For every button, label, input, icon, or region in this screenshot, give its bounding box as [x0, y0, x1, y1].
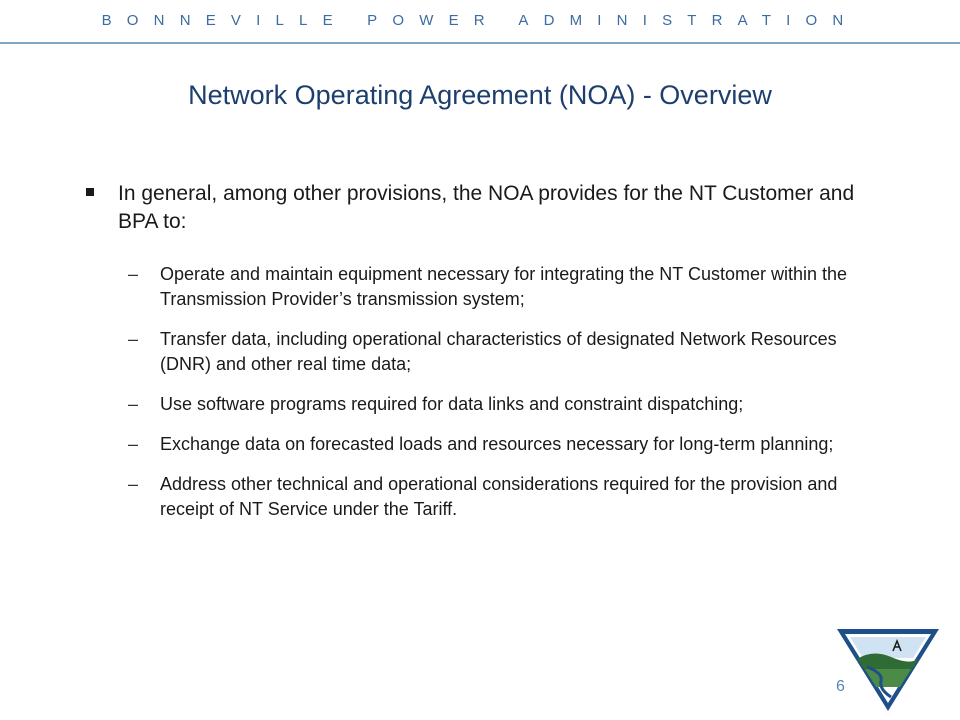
dash-bullet-icon: – [128, 264, 139, 284]
sub-bullet-item [128, 472, 868, 522]
sub-bullet-item [128, 392, 868, 417]
sub-bullet-list [128, 262, 868, 537]
header-divider [0, 42, 960, 44]
dash-bullet-icon: – [128, 474, 139, 494]
sub-bullet-text: Transfer data, including operational characteristics of designated Network Resources (DNR) and other real time data; [160, 329, 837, 374]
square-bullet-icon [86, 188, 94, 196]
sub-bullet-text: Address other technical and operational considerations required for the provision and receipt of NT Service under the Tariff. [160, 474, 838, 519]
bpa-triangle-logo-icon [833, 623, 943, 715]
sub-bullet-item [128, 327, 868, 377]
slide-title: Network Operating Agreement (NOA) - Overview [188, 80, 772, 110]
sub-bullet-text: Exchange data on forecasted loads and resources necessary for long-term planning; [160, 434, 834, 454]
sub-bullet-item [128, 432, 868, 457]
sub-bullet-text: Operate and maintain equipment necessary for integrating the NT Customer within the Transmission Provider’s transmission system; [160, 264, 848, 309]
sub-bullet-item [128, 262, 868, 312]
main-bullet-text: In general, among other provisions, the NOA provides for the NT Customer and BPA to: [118, 182, 855, 233]
dash-bullet-icon: – [128, 434, 139, 454]
page-number: 6 [836, 678, 845, 695]
dash-bullet-icon: – [128, 394, 139, 414]
sub-bullet-text: Use software programs required for data links and constraint dispatching; [160, 394, 744, 414]
organization-header: BONNEVILLE POWER ADMINISTRATION [101, 12, 859, 29]
dash-bullet-icon: – [128, 329, 139, 349]
